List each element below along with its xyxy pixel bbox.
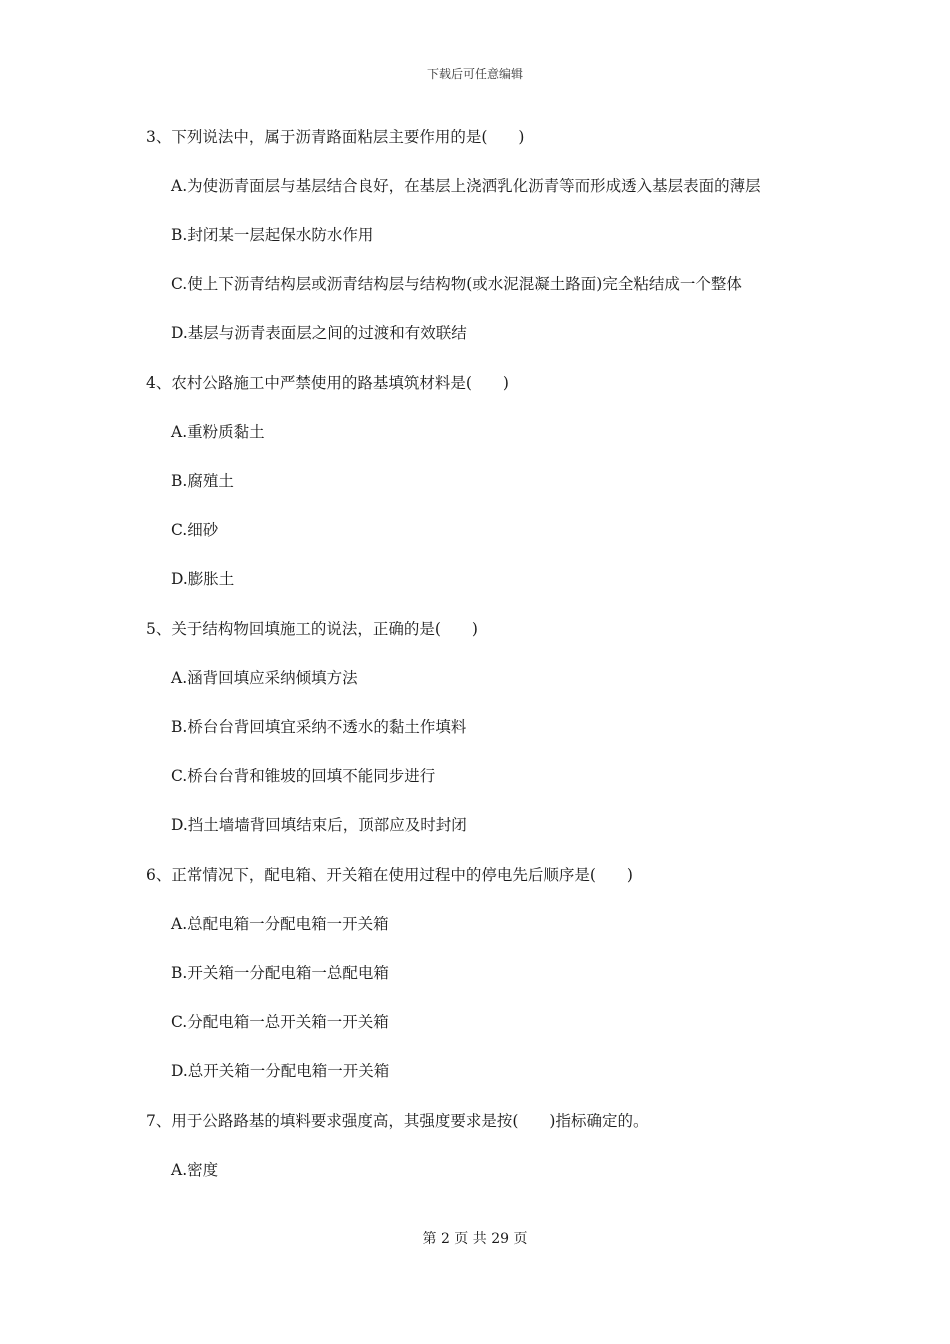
- answer-option: B.桥台台背回填宜采纳不透水的黏土作填料: [171, 718, 467, 736]
- answer-option: B.开关箱一分配电箱一总配电箱: [171, 964, 389, 982]
- answer-option: C.分配电箱一总开关箱一开关箱: [171, 1013, 389, 1031]
- question-stem: 6、正常情况下，配电箱、开关箱在使用过程中的停电先后顺序是( ): [146, 866, 633, 884]
- answer-option: D.膨胀土: [171, 570, 235, 588]
- answer-option: D.基层与沥青表面层之间的过渡和有效联结: [171, 324, 467, 342]
- answer-option: A.为使沥青面层与基层结合良好，在基层上浇洒乳化沥青等而形成透入基层表面的薄层: [171, 177, 761, 195]
- question-stem: 5、关于结构物回填施工的说法，正确的是( ): [146, 620, 478, 638]
- page-header: 下载后可任意编辑: [426, 67, 523, 81]
- answer-option: C.桥台台背和锥坡的回填不能同步进行: [171, 767, 436, 785]
- answer-option: C.使上下沥青结构层或沥青结构层与结构物(或水泥混凝土路面)完全粘结成一个整体: [171, 275, 742, 293]
- question-stem: 3、下列说法中，属于沥青路面粘层主要作用的是( ): [146, 128, 525, 146]
- question-stem: 7、用于公路路基的填料要求强度高，其强度要求是按( )指标确定的。: [146, 1112, 649, 1130]
- answer-option: A.重粉质黏土: [171, 423, 265, 441]
- answer-option: A.总配电箱一分配电箱一开关箱: [171, 915, 389, 933]
- answer-option: C.细砂: [171, 521, 219, 539]
- answer-option: D.挡土墙墙背回填结束后，顶部应及时封闭: [171, 816, 467, 834]
- question-stem: 4、农村公路施工中严禁使用的路基填筑材料是( ): [146, 374, 509, 392]
- answer-option: B.腐殖土: [171, 472, 234, 490]
- answer-option: A.密度: [171, 1161, 219, 1179]
- answer-option: B.封闭某一层起保水防水作用: [171, 226, 374, 244]
- page-footer: 第 2 页 共 29 页: [422, 1231, 528, 1247]
- answer-option: D.总开关箱一分配电箱一开关箱: [171, 1062, 390, 1080]
- answer-option: A.涵背回填应采纳倾填方法: [171, 669, 358, 687]
